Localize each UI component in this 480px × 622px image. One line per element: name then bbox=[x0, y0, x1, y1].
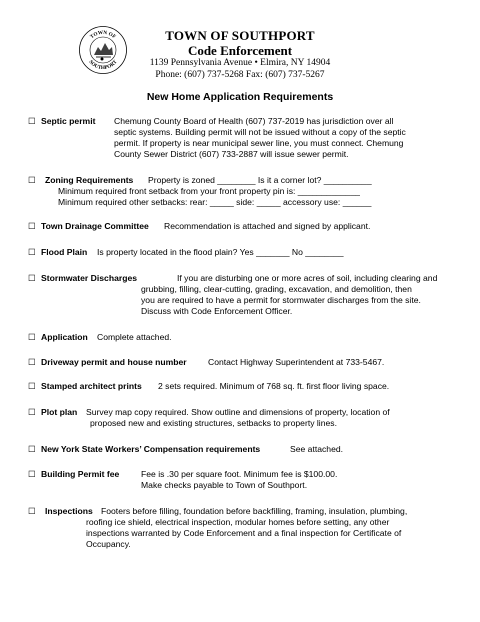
checkbox[interactable]: ☐ bbox=[28, 221, 36, 231]
town-name: TOWN OF SOUTHPORT bbox=[165, 28, 315, 43]
svg-text:TOWN OF: TOWN OF bbox=[89, 29, 117, 41]
drainage-label: Town Drainage Committee bbox=[41, 221, 149, 231]
prints-label: Stamped architect prints bbox=[41, 381, 142, 391]
zoning-label: Zoning Requirements bbox=[45, 175, 134, 185]
checkbox[interactable]: ☐ bbox=[28, 444, 36, 454]
stormwater-text: Discuss with Code Enforcement Officer. bbox=[141, 306, 293, 316]
checkbox[interactable]: ☐ bbox=[28, 469, 36, 479]
zoning-text: Minimum required other setbacks: rear: _____ side: _____ accessory use: ______ bbox=[58, 197, 372, 207]
septic-text: septic systems. Building permit will not be issued without a copy of the septic bbox=[114, 127, 406, 137]
septic-text: permit. If property is near municipal sewer line, you must connect. Chemung bbox=[114, 138, 404, 148]
checkbox[interactable]: ☐ bbox=[28, 407, 36, 417]
septic-text: Chemung County Board of Health (607) 737-2019 has jurisdiction over all bbox=[114, 116, 394, 126]
driveway-label: Driveway permit and house number bbox=[41, 357, 187, 367]
workers-comp-text: See attached. bbox=[290, 444, 344, 454]
checkbox[interactable]: ☐ bbox=[28, 247, 36, 257]
department-name: Code Enforcement bbox=[187, 43, 293, 58]
checkbox[interactable]: ☐ bbox=[28, 273, 36, 283]
driveway-text: Contact Highway Superintendent at 733-5467. bbox=[208, 357, 385, 367]
fee-text: Fee is .30 per square foot. Minimum fee is $100.00. bbox=[141, 469, 338, 479]
stormwater-text: you are required to have a permit for stormwater discharges from the site. bbox=[141, 295, 421, 305]
flood-label: Flood Plain bbox=[41, 247, 88, 257]
fee-label: Building Permit fee bbox=[41, 469, 120, 479]
zoning-text: Minimum required front setback from your front property pin is: _____________ bbox=[58, 186, 360, 196]
checkbox[interactable]: ☐ bbox=[28, 116, 36, 126]
application-label: Application bbox=[41, 332, 88, 342]
svg-text:SOUTHPORT: SOUTHPORT bbox=[87, 59, 119, 72]
page-title: New Home Application Requirements bbox=[146, 91, 334, 103]
plot-text: proposed new and existing structures, setbacks to property lines. bbox=[90, 418, 337, 428]
application-text: Complete attached. bbox=[97, 332, 172, 342]
checkbox[interactable]: ☐ bbox=[28, 332, 36, 342]
fee-text: Make checks payable to Town of Southport. bbox=[141, 480, 308, 490]
inspections-text: Footers before filling, foundation before backfilling, framing, insulation, plumbing, bbox=[101, 506, 408, 516]
checkbox[interactable]: ☐ bbox=[28, 381, 36, 391]
checkbox[interactable]: ☐ bbox=[28, 357, 36, 367]
septic-text: County Sewer District (607) 733-2887 will issue sewer permit. bbox=[114, 149, 349, 159]
drainage-text: Recommendation is attached and signed by applicant. bbox=[164, 221, 371, 231]
stormwater-text: grubbing, filling, clear-cutting, grading, excavation, and demolition, then bbox=[141, 284, 412, 294]
inspections-text: inspections warranted by Code Enforcement and a final inspection for Certificate of bbox=[86, 528, 402, 538]
phone-fax: Phone: (607) 737-5268 Fax: (607) 737-5267 bbox=[155, 70, 325, 80]
inspections-text: roofing ice shield, electrical inspection, modular homes before setting, any other bbox=[86, 517, 390, 527]
septic-label: Septic permit bbox=[41, 116, 96, 126]
stormwater-text: If you are disturbing one or more acres of soil, including clearing and bbox=[177, 273, 438, 283]
stormwater-label: Stormwater Discharges bbox=[41, 273, 137, 283]
inspections-text: Occupancy. bbox=[86, 539, 131, 549]
plot-text: Survey map copy required. Show outline and dimensions of property, location of bbox=[86, 407, 390, 417]
plot-label: Plot plan bbox=[41, 407, 78, 417]
workers-comp-label: New York State Workers’ Compensation requirements bbox=[41, 444, 261, 454]
address: 1139 Pennsylvania Avenue • Elmira, NY 14904 bbox=[149, 58, 331, 68]
zoning-text: Property is zoned ________ Is it a corner lot? __________ bbox=[148, 175, 372, 185]
checkbox[interactable]: ☐ bbox=[28, 506, 36, 516]
inspections-label: Inspections bbox=[45, 506, 93, 516]
flood-text: Is property located in the flood plain? Yes _______ No ________ bbox=[97, 247, 344, 257]
prints-text: 2 sets required. Minimum of 768 sq. ft. first floor living space. bbox=[158, 381, 390, 391]
checkbox[interactable]: ☐ bbox=[28, 175, 36, 185]
